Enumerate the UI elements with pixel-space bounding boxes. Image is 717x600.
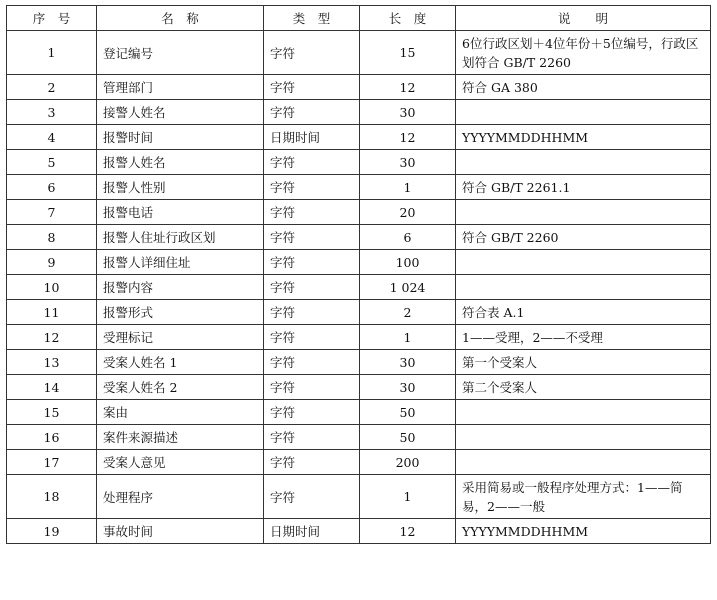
table-row: [7, 519, 711, 544]
cell-length: 100: [360, 250, 456, 275]
cell-description: [456, 100, 711, 125]
cell-seq: 7: [7, 200, 97, 225]
cell-type: 日期时间: [264, 519, 360, 544]
table-row: [7, 325, 711, 350]
cell-length: 1: [360, 475, 456, 519]
cell-type: 字符: [264, 31, 360, 75]
cell-length: 20: [360, 200, 456, 225]
cell-seq: 9: [7, 250, 97, 275]
table-row: [7, 400, 711, 425]
cell-length: 50: [360, 425, 456, 450]
cell-description: [456, 450, 711, 475]
table-row: [7, 275, 711, 300]
cell-name: 处理程序: [97, 475, 264, 519]
cell-description: 第一个受案人: [456, 350, 711, 375]
cell-seq: 14: [7, 375, 97, 400]
cell-description: YYYYMMDDHHMM: [456, 125, 711, 150]
table-row: [7, 425, 711, 450]
cell-description: [456, 150, 711, 175]
cell-length: 30: [360, 350, 456, 375]
cell-length: 6: [360, 225, 456, 250]
cell-name: 事故时间: [97, 519, 264, 544]
cell-name: 报警形式: [97, 300, 264, 325]
cell-description: 符合 GB/T 2260: [456, 225, 711, 250]
cell-description: 符合表 A.1: [456, 300, 711, 325]
cell-name: 受案人意见: [97, 450, 264, 475]
cell-type: 字符: [264, 275, 360, 300]
cell-description: [456, 275, 711, 300]
cell-length: 2: [360, 300, 456, 325]
cell-length: 12: [360, 125, 456, 150]
table-row: [7, 250, 711, 275]
cell-name: 受案人姓名 1: [97, 350, 264, 375]
table-row: [7, 200, 711, 225]
cell-seq: 19: [7, 519, 97, 544]
cell-type: 字符: [264, 300, 360, 325]
cell-description: 1——受理，2——不受理: [456, 325, 711, 350]
cell-description: 第二个受案人: [456, 375, 711, 400]
table-row: [7, 475, 711, 519]
cell-description: 采用简易或一般程序处理方式：1——简易，2——一般: [456, 475, 711, 519]
header-name: 名 称: [97, 6, 264, 31]
cell-name: 报警电话: [97, 200, 264, 225]
cell-name: 报警时间: [97, 125, 264, 150]
cell-name: 接警人姓名: [97, 100, 264, 125]
cell-description: 6位行政区划＋4位年份＋5位编号，行政区划符合 GB/T 2260: [456, 31, 711, 75]
cell-name: 案由: [97, 400, 264, 425]
cell-seq: 13: [7, 350, 97, 375]
cell-name: 受案人姓名 2: [97, 375, 264, 400]
table-row: [7, 31, 711, 75]
cell-seq: 15: [7, 400, 97, 425]
data-field-table: [6, 5, 711, 544]
cell-description: YYYYMMDDHHMM: [456, 519, 711, 544]
cell-seq: 2: [7, 75, 97, 100]
cell-name: 报警人详细住址: [97, 250, 264, 275]
cell-length: 30: [360, 100, 456, 125]
cell-seq: 16: [7, 425, 97, 450]
table-row: [7, 375, 711, 400]
table-row: [7, 75, 711, 100]
table-row: [7, 300, 711, 325]
cell-type: 字符: [264, 325, 360, 350]
cell-name: 受理标记: [97, 325, 264, 350]
table-row: [7, 125, 711, 150]
cell-seq: 11: [7, 300, 97, 325]
cell-type: 字符: [264, 425, 360, 450]
cell-name: 管理部门: [97, 75, 264, 100]
cell-length: 12: [360, 75, 456, 100]
cell-seq: 17: [7, 450, 97, 475]
table-header-row: [7, 6, 711, 31]
cell-seq: 1: [7, 31, 97, 75]
cell-description: [456, 250, 711, 275]
cell-length: 12: [360, 519, 456, 544]
cell-type: 字符: [264, 200, 360, 225]
cell-type: 字符: [264, 100, 360, 125]
header-length: 长 度: [360, 6, 456, 31]
cell-type: 字符: [264, 350, 360, 375]
table-row: [7, 350, 711, 375]
cell-description: [456, 425, 711, 450]
cell-name: 报警人住址行政区划: [97, 225, 264, 250]
cell-length: 30: [360, 150, 456, 175]
cell-length: 1 024: [360, 275, 456, 300]
cell-seq: 4: [7, 125, 97, 150]
cell-type: 字符: [264, 175, 360, 200]
cell-seq: 10: [7, 275, 97, 300]
cell-type: 字符: [264, 225, 360, 250]
cell-seq: 5: [7, 150, 97, 175]
cell-description: 符合 GB/T 2261.1: [456, 175, 711, 200]
cell-seq: 12: [7, 325, 97, 350]
header-seq: 序 号: [7, 6, 97, 31]
cell-type: 字符: [264, 450, 360, 475]
cell-type: 字符: [264, 150, 360, 175]
cell-name: 登记编号: [97, 31, 264, 75]
table-row: [7, 225, 711, 250]
cell-type: 字符: [264, 400, 360, 425]
cell-type: 字符: [264, 75, 360, 100]
cell-description: [456, 200, 711, 225]
table-row: [7, 450, 711, 475]
cell-length: 50: [360, 400, 456, 425]
cell-type: 字符: [264, 375, 360, 400]
cell-length: 30: [360, 375, 456, 400]
cell-type: 字符: [264, 475, 360, 519]
header-description: 说 明: [456, 6, 711, 31]
cell-name: 报警内容: [97, 275, 264, 300]
table-row: [7, 175, 711, 200]
cell-length: 200: [360, 450, 456, 475]
cell-seq: 8: [7, 225, 97, 250]
cell-seq: 3: [7, 100, 97, 125]
table-row: [7, 150, 711, 175]
cell-name: 报警人姓名: [97, 150, 264, 175]
cell-description: 符合 GA 380: [456, 75, 711, 100]
cell-name: 案件来源描述: [97, 425, 264, 450]
cell-type: 日期时间: [264, 125, 360, 150]
cell-seq: 6: [7, 175, 97, 200]
header-type: 类 型: [264, 6, 360, 31]
cell-type: 字符: [264, 250, 360, 275]
cell-length: 1: [360, 325, 456, 350]
cell-length: 1: [360, 175, 456, 200]
cell-seq: 18: [7, 475, 97, 519]
cell-description: [456, 400, 711, 425]
cell-length: 15: [360, 31, 456, 75]
table-row: [7, 100, 711, 125]
cell-name: 报警人性别: [97, 175, 264, 200]
